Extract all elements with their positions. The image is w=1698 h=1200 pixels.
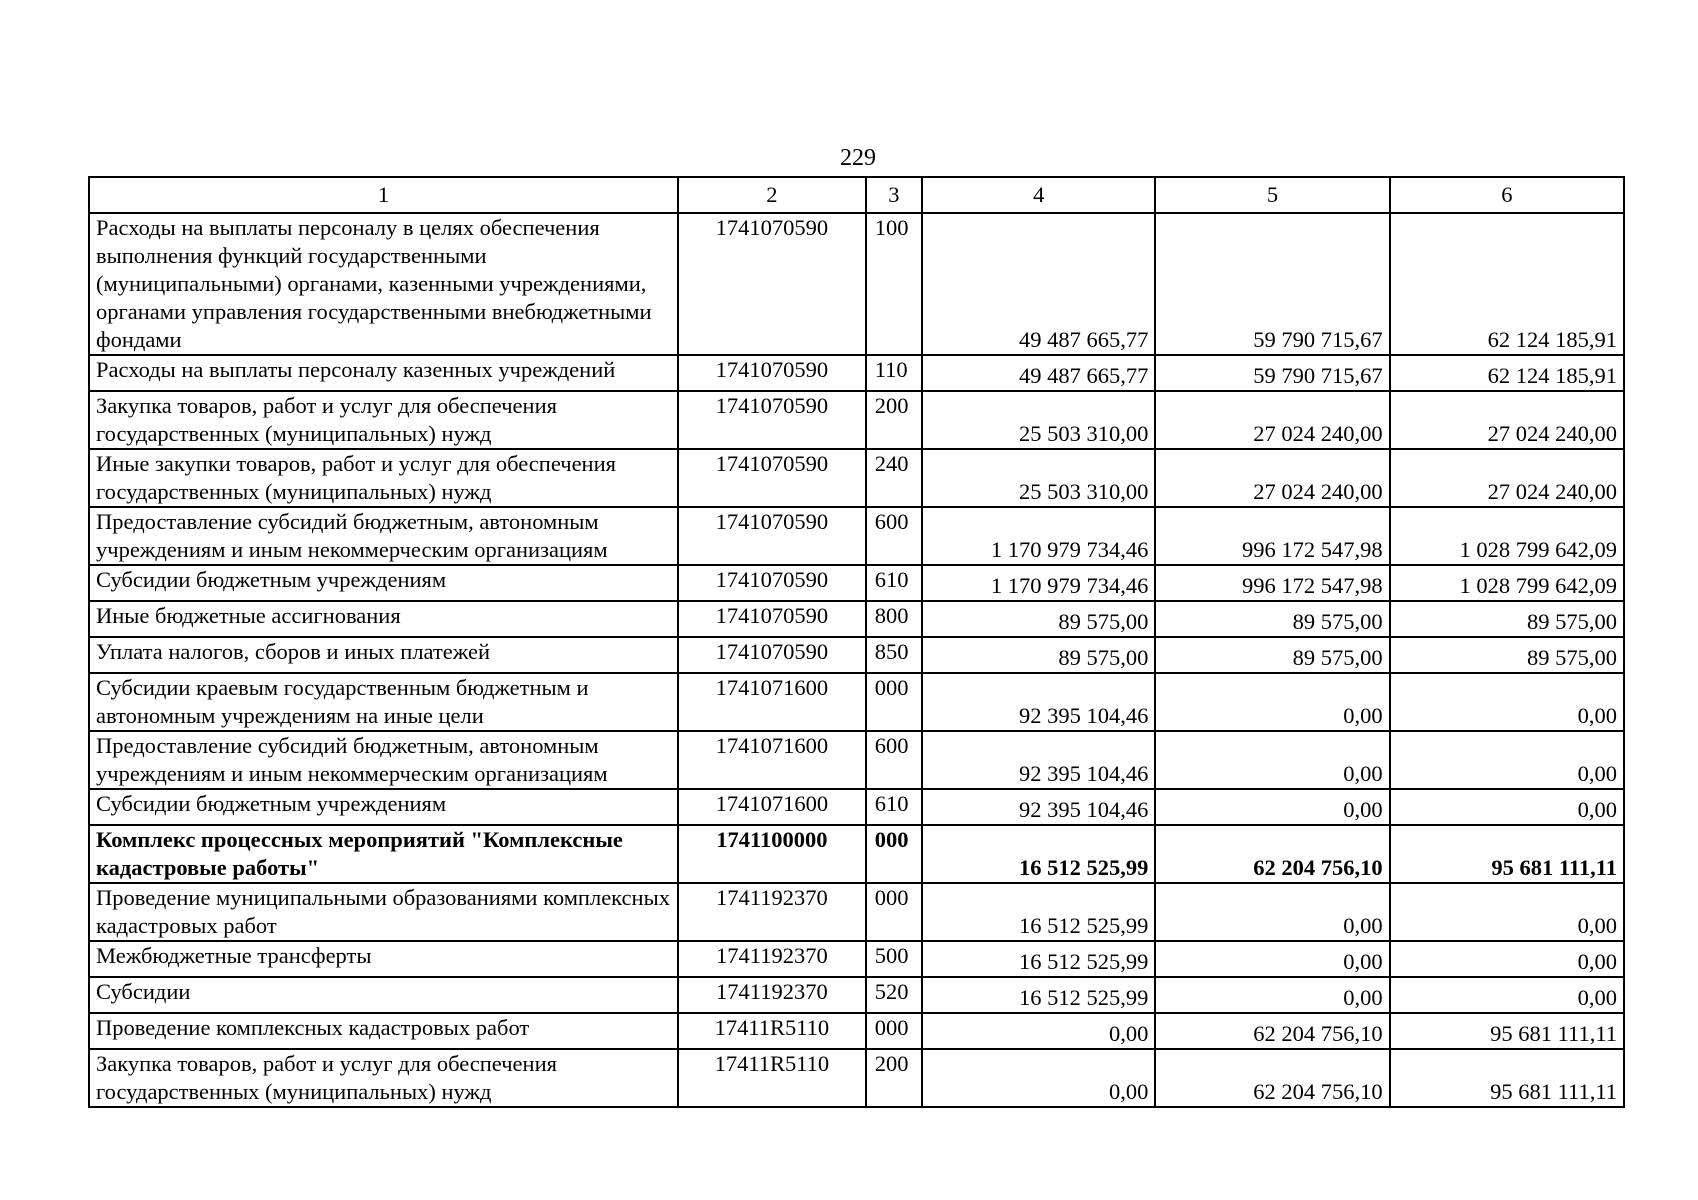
row-value-6: 0,00 bbox=[1390, 731, 1624, 789]
row-value-5: 0,00 bbox=[1155, 883, 1389, 941]
row-expense-type: 100 bbox=[866, 213, 922, 355]
row-code: 17411R5110 bbox=[678, 1013, 866, 1049]
row-value-6: 0,00 bbox=[1390, 977, 1624, 1013]
row-value-6: 95 681 111,11 bbox=[1390, 825, 1624, 883]
row-value-6: 0,00 bbox=[1390, 883, 1624, 941]
row-expense-type: 110 bbox=[866, 355, 922, 391]
row-value-4: 1 170 979 734,46 bbox=[922, 565, 1155, 601]
row-value-6: 89 575,00 bbox=[1390, 601, 1624, 637]
row-value-4: 92 395 104,46 bbox=[922, 789, 1155, 825]
table-header-row bbox=[89, 177, 1624, 213]
row-expense-type: 000 bbox=[866, 1013, 922, 1049]
row-value-5: 0,00 bbox=[1155, 941, 1389, 977]
row-value-6: 1 028 799 642,09 bbox=[1390, 507, 1624, 565]
row-name: Субсидии бюджетным учреждениям bbox=[89, 565, 678, 601]
row-code: 1741070590 bbox=[678, 213, 866, 355]
row-value-6: 95 681 111,11 bbox=[1390, 1049, 1624, 1107]
row-value-5: 59 790 715,67 bbox=[1155, 355, 1389, 391]
column-header: 1 bbox=[89, 177, 678, 213]
row-code: 1741070590 bbox=[678, 449, 866, 507]
row-value-5: 89 575,00 bbox=[1155, 637, 1389, 673]
row-value-6: 62 124 185,91 bbox=[1390, 355, 1624, 391]
row-expense-type: 200 bbox=[866, 1049, 922, 1107]
row-value-5: 89 575,00 bbox=[1155, 601, 1389, 637]
table-row bbox=[89, 673, 1624, 731]
table-row bbox=[89, 565, 1624, 601]
table-row bbox=[89, 601, 1624, 637]
row-expense-type: 000 bbox=[866, 883, 922, 941]
column-header: 6 bbox=[1390, 177, 1624, 213]
row-code: 1741071600 bbox=[678, 731, 866, 789]
row-value-6: 62 124 185,91 bbox=[1390, 213, 1624, 355]
row-expense-type: 610 bbox=[866, 565, 922, 601]
row-code: 1741070590 bbox=[678, 391, 866, 449]
row-value-4: 1 170 979 734,46 bbox=[922, 507, 1155, 565]
row-name: Субсидии bbox=[89, 977, 678, 1013]
table-row bbox=[89, 391, 1624, 449]
row-value-4: 16 512 525,99 bbox=[922, 825, 1155, 883]
table-row bbox=[89, 883, 1624, 941]
row-name: Иные закупки товаров, работ и услуг для обеспечения государственных (муниципальных) нужд bbox=[89, 449, 678, 507]
table-row bbox=[89, 977, 1624, 1013]
row-name: Иные бюджетные ассигнования bbox=[89, 601, 678, 637]
row-name: Субсидии краевым государственным бюджетным и автономным учреждениям на иные цели bbox=[89, 673, 678, 731]
row-value-4: 92 395 104,46 bbox=[922, 673, 1155, 731]
row-value-6: 27 024 240,00 bbox=[1390, 391, 1624, 449]
row-code: 1741192370 bbox=[678, 883, 866, 941]
table-row-section bbox=[89, 825, 1624, 883]
row-value-5: 0,00 bbox=[1155, 673, 1389, 731]
row-value-5: 62 204 756,10 bbox=[1155, 1049, 1389, 1107]
row-value-4: 0,00 bbox=[922, 1049, 1155, 1107]
row-name: Комплекс процессных мероприятий "Комплексные кадастровые работы" bbox=[89, 825, 678, 883]
column-header: 3 bbox=[866, 177, 922, 213]
table-row bbox=[89, 507, 1624, 565]
row-code: 1741071600 bbox=[678, 673, 866, 731]
row-value-5: 996 172 547,98 bbox=[1155, 565, 1389, 601]
row-name: Расходы на выплаты персоналу казенных учреждений bbox=[89, 355, 678, 391]
row-value-4: 25 503 310,00 bbox=[922, 391, 1155, 449]
table-row bbox=[89, 789, 1624, 825]
row-value-5: 59 790 715,67 bbox=[1155, 213, 1389, 355]
row-value-4: 25 503 310,00 bbox=[922, 449, 1155, 507]
row-code: 1741070590 bbox=[678, 601, 866, 637]
row-name: Субсидии бюджетным учреждениям bbox=[89, 789, 678, 825]
table-row bbox=[89, 449, 1624, 507]
row-value-5: 27 024 240,00 bbox=[1155, 449, 1389, 507]
row-code: 1741070590 bbox=[678, 565, 866, 601]
row-code: 1741070590 bbox=[678, 637, 866, 673]
row-expense-type: 850 bbox=[866, 637, 922, 673]
row-value-5: 0,00 bbox=[1155, 977, 1389, 1013]
column-header: 5 bbox=[1155, 177, 1389, 213]
row-value-6: 27 024 240,00 bbox=[1390, 449, 1624, 507]
row-expense-type: 500 bbox=[866, 941, 922, 977]
row-value-4: 49 487 665,77 bbox=[922, 355, 1155, 391]
row-value-5: 62 204 756,10 bbox=[1155, 1013, 1389, 1049]
row-name: Предоставление субсидий бюджетным, автономным учреждениям и иным некоммерческим организациям bbox=[89, 507, 678, 565]
row-value-6: 95 681 111,11 bbox=[1390, 1013, 1624, 1049]
column-header: 4 bbox=[922, 177, 1155, 213]
table-row bbox=[89, 1049, 1624, 1107]
row-name: Межбюджетные трансферты bbox=[89, 941, 678, 977]
row-value-6: 1 028 799 642,09 bbox=[1390, 565, 1624, 601]
table-row bbox=[89, 1013, 1624, 1049]
row-code: 1741071600 bbox=[678, 789, 866, 825]
row-value-5: 0,00 bbox=[1155, 731, 1389, 789]
row-name: Закупка товаров, работ и услуг для обеспечения государственных (муниципальных) нужд bbox=[89, 391, 678, 449]
row-value-6: 0,00 bbox=[1390, 673, 1624, 731]
row-value-4: 16 512 525,99 bbox=[922, 941, 1155, 977]
budget-table bbox=[88, 176, 1625, 1108]
row-value-4: 89 575,00 bbox=[922, 637, 1155, 673]
row-name: Проведение комплексных кадастровых работ bbox=[89, 1013, 678, 1049]
table-row bbox=[89, 213, 1624, 355]
row-name: Уплата налогов, сборов и иных платежей bbox=[89, 637, 678, 673]
row-expense-type: 600 bbox=[866, 507, 922, 565]
row-expense-type: 000 bbox=[866, 673, 922, 731]
row-name: Расходы на выплаты персоналу в целях обеспечения выполнения функций государственными (муниципальными) органами, казенными учреждениями, органами управления государственными внебюджетными фондами bbox=[89, 213, 678, 355]
row-code: 1741192370 bbox=[678, 977, 866, 1013]
row-expense-type: 200 bbox=[866, 391, 922, 449]
row-name: Закупка товаров, работ и услуг для обеспечения государственных (муниципальных) нужд bbox=[89, 1049, 678, 1107]
row-value-4: 89 575,00 bbox=[922, 601, 1155, 637]
row-code: 1741070590 bbox=[678, 355, 866, 391]
row-value-4: 49 487 665,77 bbox=[922, 213, 1155, 355]
row-value-4: 16 512 525,99 bbox=[922, 977, 1155, 1013]
row-code: 17411R5110 bbox=[678, 1049, 866, 1107]
row-value-4: 0,00 bbox=[922, 1013, 1155, 1049]
row-name: Предоставление субсидий бюджетным, автономным учреждениям и иным некоммерческим организациям bbox=[89, 731, 678, 789]
row-code: 1741070590 bbox=[678, 507, 866, 565]
column-header: 2 bbox=[678, 177, 866, 213]
row-name: Проведение муниципальными образованиями комплексных кадастровых работ bbox=[89, 883, 678, 941]
row-expense-type: 600 bbox=[866, 731, 922, 789]
table-row bbox=[89, 731, 1624, 789]
row-value-5: 62 204 756,10 bbox=[1155, 825, 1389, 883]
table-row bbox=[89, 637, 1624, 673]
row-code: 1741192370 bbox=[678, 941, 866, 977]
page-number: 229 bbox=[840, 145, 876, 171]
row-value-6: 89 575,00 bbox=[1390, 637, 1624, 673]
row-value-6: 0,00 bbox=[1390, 941, 1624, 977]
row-value-4: 92 395 104,46 bbox=[922, 731, 1155, 789]
row-expense-type: 800 bbox=[866, 601, 922, 637]
row-code: 1741100000 bbox=[678, 825, 866, 883]
row-expense-type: 610 bbox=[866, 789, 922, 825]
table-row bbox=[89, 355, 1624, 391]
row-expense-type: 240 bbox=[866, 449, 922, 507]
row-value-5: 27 024 240,00 bbox=[1155, 391, 1389, 449]
row-value-6: 0,00 bbox=[1390, 789, 1624, 825]
row-value-5: 0,00 bbox=[1155, 789, 1389, 825]
row-value-4: 16 512 525,99 bbox=[922, 883, 1155, 941]
row-expense-type: 000 bbox=[866, 825, 922, 883]
row-value-5: 996 172 547,98 bbox=[1155, 507, 1389, 565]
row-expense-type: 520 bbox=[866, 977, 922, 1013]
table-row bbox=[89, 941, 1624, 977]
